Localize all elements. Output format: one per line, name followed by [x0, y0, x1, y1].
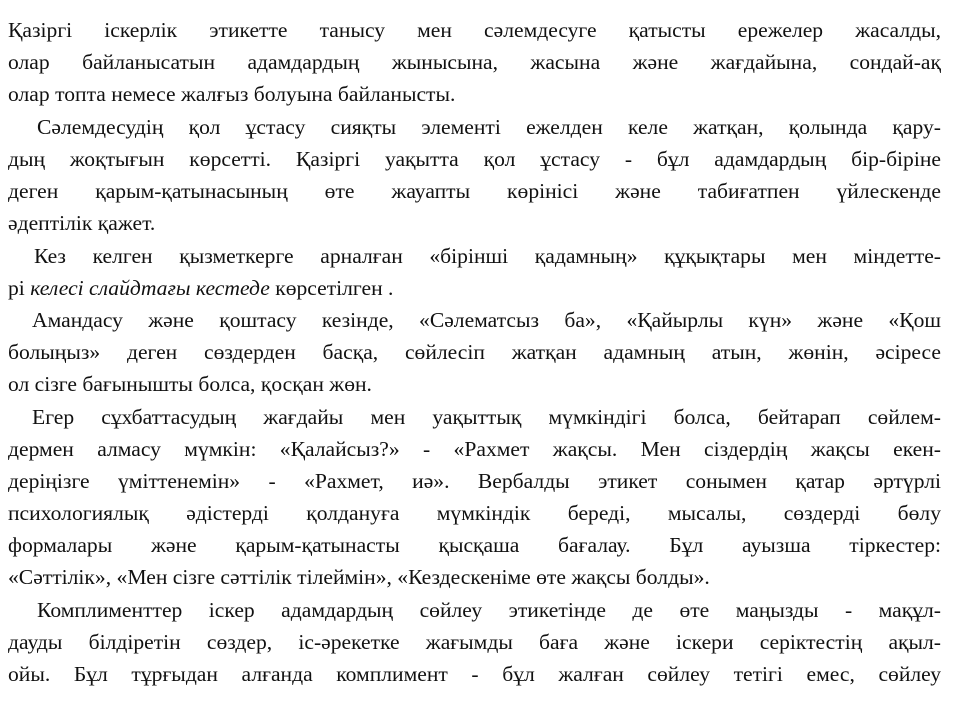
text-line: «Сәттілік», «Мен сізге сәттілік тілеймін», «Кездескеніме өте жақсы болды».	[8, 565, 710, 589]
italic-reference: келесі слайдтағы кестеде	[30, 276, 270, 300]
text-fragment: көрсетілген .	[275, 276, 394, 300]
paragraph-start-line: Егер сұхбаттасудың жағдайы мен уақыттық мүмкіндігі болса, бейтарап сөйлем-	[32, 405, 941, 429]
paragraph-start-line: Амандасу және қоштасу кезінде, «Сәлематсыз ба», «Қайырлы күн» және «Қош	[32, 308, 941, 332]
text-line: әдептілік қажет.	[8, 211, 156, 235]
text-line: ол сізге бағынышты болса, қосқан жөн.	[8, 372, 372, 396]
text-line-with-italic	[8, 272, 941, 304]
text-line: олар байланысатын адамдардың жынысына, жасына және жағдайына, сондай-ақ	[8, 50, 941, 74]
text-line: ойы. Бұл тұрғыдан алғанда комплимент - бұл жалған сөйлеу тетігі емес, сөйлеу	[8, 662, 941, 686]
text-line: Қазіргі іскерлік этикетте танысу мен сәлемдесуге қатысты ережелер жасалды,	[8, 18, 941, 42]
text-line: дың жоқтығын көрсетті. Қазіргі уақытта қол ұстасу - бұл адамдардың бір-біріне	[8, 147, 941, 171]
text-line: олар топта немесе жалғыз болуына байланысты.	[8, 82, 456, 106]
text-fragment: рі	[8, 276, 25, 300]
text-line: дермен алмасу мүмкін: «Қалайсыз?» - «Рахмет жақсы. Мен сіздердің жақсы екен-	[8, 437, 941, 461]
text-line: болыңыз» деген сөздерден басқа, сөйлесіп жатқан адамның атын, жөнін, әсіресе	[8, 340, 941, 364]
text-line: психологиялық әдістерді қолдануға мүмкіндік береді, мысалы, сөздерді бөлу	[8, 501, 941, 525]
text-line: деріңізге үміттенемін» - «Рахмет, иә». Вербалды этикет сонымен қатар әртүрлі	[8, 469, 941, 493]
paragraph-start-line: Кез келген қызметкерге арналған «бірінші қадамның» құқықтары мен міндетте-	[34, 244, 941, 268]
text-line: деген қарым-қатынасының өте жауапты көрінісі және табиғатпен үйлескенде	[8, 179, 941, 203]
text-line: формалары және қарым-қатынасты қысқаша бағалау. Бұл ауызша тіркестер:	[8, 533, 941, 557]
text-line: дауды білдіретін сөздер, іс-әрекетке жағымды баға және іскери серіктестің ақыл-	[8, 630, 941, 654]
paragraph-start-line: Комплименттер іскер адамдардың сөйлеу этикетінде де өте маңызды - мақұл-	[37, 598, 941, 622]
paragraph-start-line: Сәлемдесудің қол ұстасу сияқты элементі ежелден келе жатқан, қолында қару-	[37, 115, 941, 139]
